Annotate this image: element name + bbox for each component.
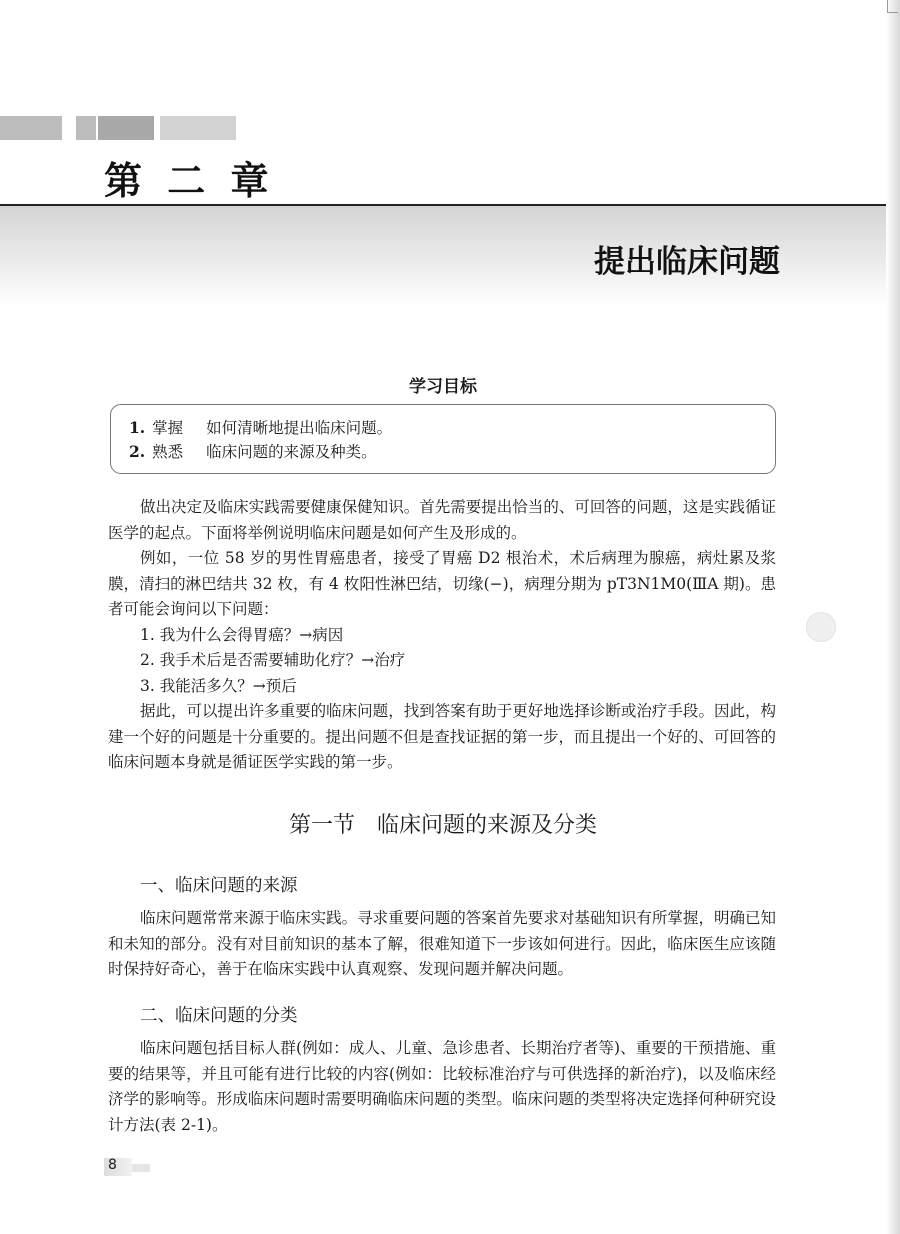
intro-paragraph-3: 据此，可以提出许多重要的临床问题，找到答案有助于更好地选择诊断或治疗手段。因此，构建一个好的问题是十分重要的。提出问题不但是查找证据的第一步，而且提出一个好的、可回答的临床问题本身就是循证医学实践的第一步。 xyxy=(108,702,776,771)
subsection-heading-sources: 一、临床问题的来源 xyxy=(140,876,298,896)
objectives-heading: 学习目标 xyxy=(409,377,477,397)
objective-text: 临床问题的来源及种类。 xyxy=(206,443,377,461)
objective-level: 掌握 xyxy=(152,419,184,437)
objective-number: 1. xyxy=(129,418,146,437)
sources-paragraph: 临床问题常常来源于临床实践。寻求重要问题的答案首先要求对基础知识有所掌握，明确已知和未知的部分。没有对目前知识的基本了解，很难知道下一步该如何进行。因此，临床医生应该随时保持好奇心，善于在临床实践中认真观察、发现问题并解决问题。 xyxy=(108,909,776,978)
intro-block xyxy=(108,495,776,776)
subsection-heading-classification: 二、临床问题的分类 xyxy=(140,1006,298,1026)
edge-watermark xyxy=(806,612,836,642)
page-number: 8 xyxy=(108,1157,117,1173)
header-decor-bar-2 xyxy=(76,116,96,140)
objective-level: 熟悉 xyxy=(152,443,184,461)
classification-block xyxy=(108,1036,776,1138)
intro-paragraph-2: 例如，一位 58 岁的男性胃癌患者，接受了胃癌 D2 根治术，术后病理为腺癌，病灶累及浆膜，清扫的淋巴结共 32 枚，有 4 枚阳性淋巴结，切缘(−)，病理分期为 pT3N1M0(ⅢA 期)。患者可能会询问以下问题： xyxy=(108,549,776,618)
section-heading: 第一节 临床问题的来源及分类 xyxy=(288,813,597,838)
objective-item xyxy=(129,416,775,440)
header-decor-bar-1 xyxy=(0,116,62,140)
objective-number: 2. xyxy=(129,442,146,461)
question-item: 1. 我为什么会得胃癌？→病因 xyxy=(140,625,344,644)
question-item: 3. 我能活多久？→预后 xyxy=(140,676,297,695)
objectives-box xyxy=(110,404,776,474)
objective-text: 如何清晰地提出临床问题。 xyxy=(206,419,393,437)
header-decor-bar-4 xyxy=(160,116,236,140)
chapter-title-band xyxy=(0,204,886,306)
chapter-number: 第 二 章 xyxy=(104,158,275,203)
page-right-edge xyxy=(886,0,900,1234)
chapter-title: 提出临床问题 xyxy=(594,244,780,280)
objective-item xyxy=(129,440,775,464)
crop-mark xyxy=(887,0,898,13)
question-item: 2. 我手术后是否需要辅助化疗？→治疗 xyxy=(140,651,406,669)
classification-paragraph: 临床问题包括目标人群(例如：成人、儿童、急诊患者、长期治疗者等)、重要的干预措施、重要的结果等，并且可能有进行比较的内容(例如：比较标准治疗与可供选择的新治疗)，以及临床经济学的影响等。形成临床问题时需要明确临床问题的类型。临床问题的类型将决定选择何种研究设计方法(表 2-1)。 xyxy=(108,1039,776,1134)
header-decor-bar-3 xyxy=(98,116,154,140)
intro-paragraph-1: 做出决定及临床实践需要健康保健知识。首先需要提出恰当的、可回答的问题，这是实践循证医学的起点。下面将举例说明临床问题是如何产生及形成的。 xyxy=(108,498,776,542)
page-number-tail xyxy=(132,1164,150,1172)
sources-block xyxy=(108,906,776,983)
